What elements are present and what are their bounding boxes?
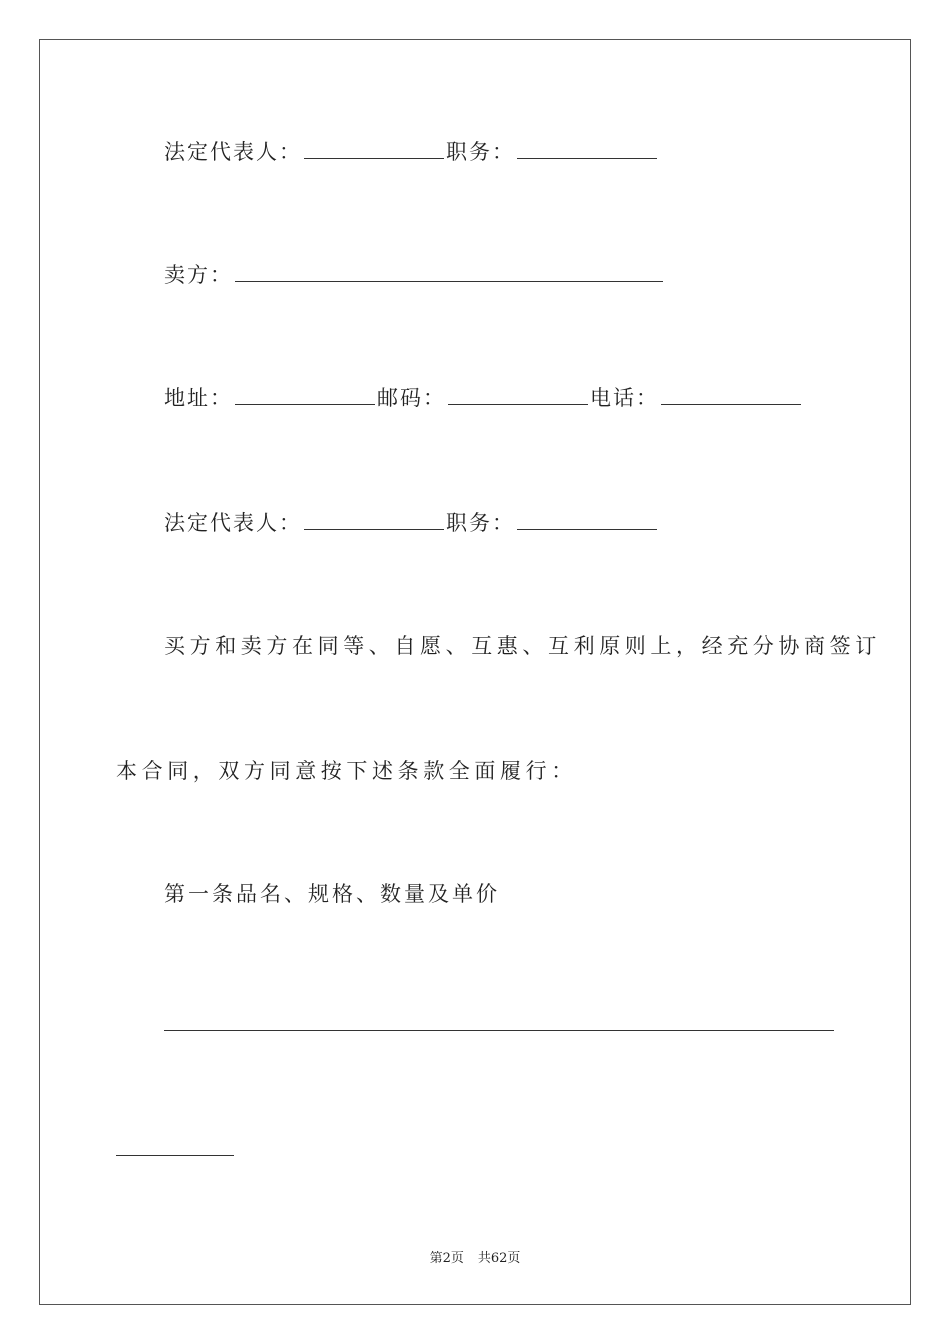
seller-label: 卖方： [164, 263, 233, 287]
phone-blank[interactable] [661, 384, 801, 405]
contact-row [164, 384, 803, 412]
postcode-blank[interactable] [448, 384, 588, 405]
intro-paragraph-line-2: 本合同，双方同意按下述条款全面履行： [116, 759, 577, 783]
position-blank[interactable] [517, 138, 657, 159]
intro-paragraph-line-1: 买方和卖方在同等、自愿、互惠、互利原则上，经充分协商签订 [164, 634, 881, 658]
page-number: 第2页 [429, 1251, 464, 1266]
seller-row [164, 261, 665, 289]
article-1-blank-line[interactable] [164, 1030, 834, 1031]
legal-representative-blank[interactable] [304, 138, 444, 159]
seller-blank[interactable] [235, 261, 663, 282]
position-blank-2[interactable] [517, 509, 657, 530]
address-label: 地址： [164, 386, 233, 410]
legal-representative-label: 法定代表人： [164, 140, 302, 164]
position-label-2: 职务： [446, 511, 515, 535]
legal-representative-row [164, 138, 659, 166]
address-blank[interactable] [235, 384, 375, 405]
page-footer [0, 1247, 950, 1266]
postcode-label: 邮码： [377, 386, 446, 410]
position-label: 职务： [446, 140, 515, 164]
page-total: 共62页 [477, 1251, 521, 1266]
article-1-blank-line-2[interactable] [116, 1155, 234, 1156]
article-1-title: 第一条品名、规格、数量及单价 [164, 882, 500, 906]
phone-label: 电话： [590, 386, 659, 410]
legal-representative-label-2: 法定代表人： [164, 511, 302, 535]
legal-representative-row-2 [164, 509, 659, 537]
legal-representative-blank-2[interactable] [304, 509, 444, 530]
page-frame [39, 39, 911, 1305]
